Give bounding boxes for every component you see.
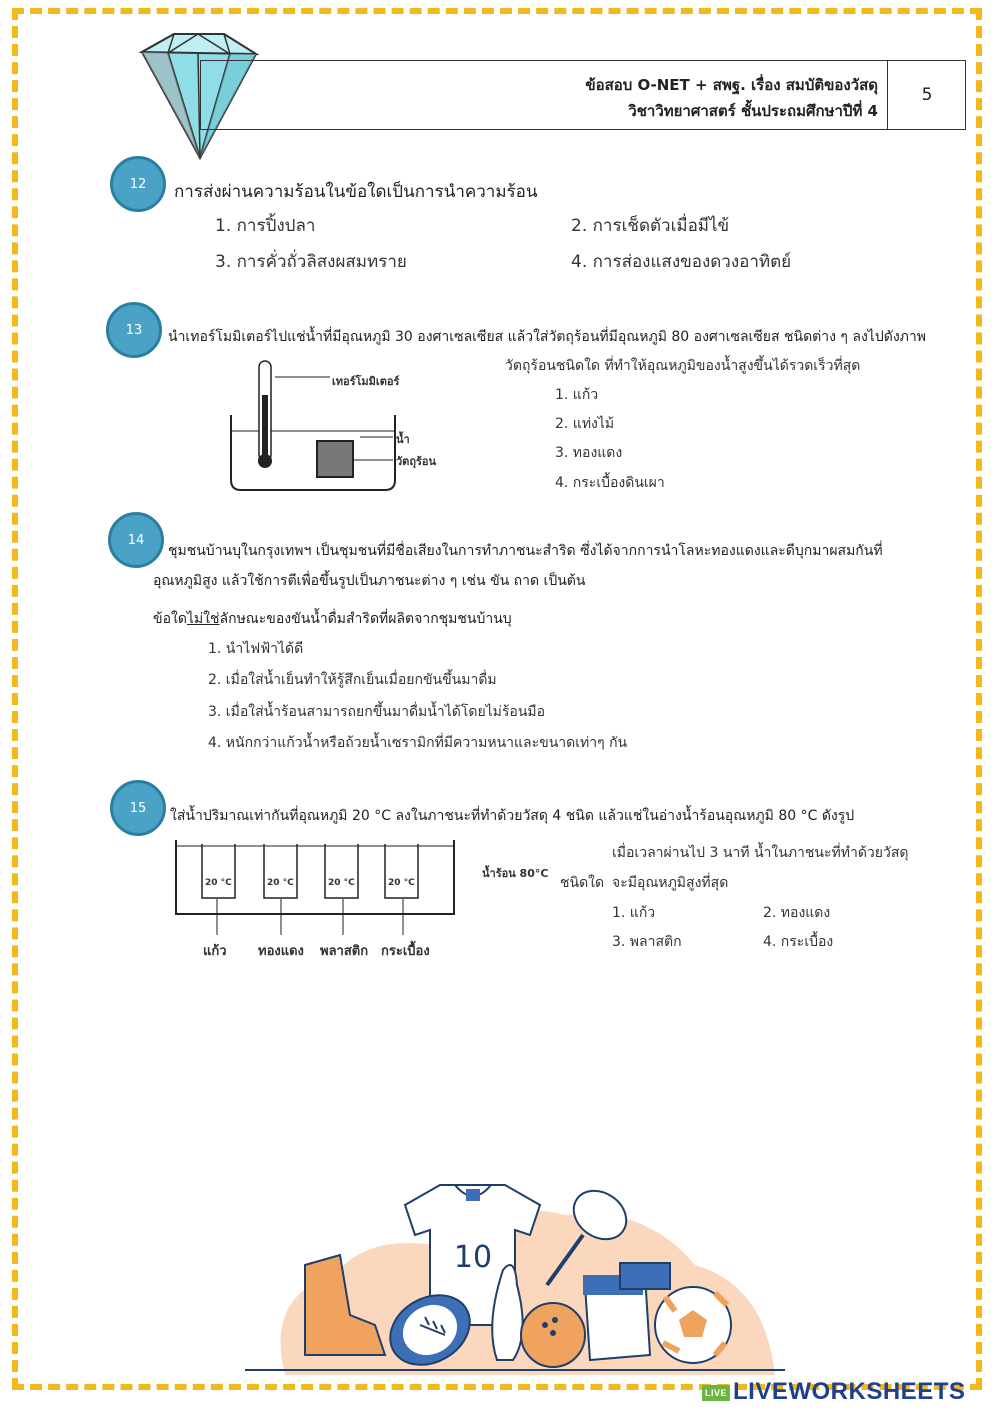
question-13-sub: วัตถุร้อนชนิดใด ที่ทำให้อุณหภูมิของน้ำสูงขึ้นได้รวดเร็วที่สุด [505, 358, 861, 374]
question-13-badge: 13 [106, 302, 162, 358]
q14-option-2[interactable]: 2. เมื่อใส่น้ำเย็นทำให้รู้สึกเย็นเมื่อยกขันขึ้นมาดื่ม [208, 672, 497, 688]
q15-option-1[interactable]: 1. แก้ว [612, 905, 656, 921]
label-hot-object: วัตถุร้อน [396, 455, 437, 468]
cup-arrows [195, 895, 435, 940]
cup-temp-3: 20 °C [328, 878, 355, 888]
q13-option-4[interactable]: 4. กระเบื้องดินเผา [555, 475, 665, 491]
q12-option-4[interactable]: 4. การส่องแสงของดวงอาทิตย์ [571, 252, 792, 272]
q13-option-1[interactable]: 1. แก้ว [555, 387, 599, 403]
ask-post: ลักษณะของขันน้ำดื่มสำริดที่ผลิตจากชุมชนบ้านบุ [219, 611, 512, 627]
q15-option-2[interactable]: 2. ทองแดง [763, 905, 831, 921]
q14-option-1[interactable]: 1. นำไฟฟ้าได้ดี [208, 641, 304, 657]
cup-label-tile: กระเบื้อง [381, 944, 430, 959]
question-12-badge: 12 [110, 156, 166, 212]
question-14-line-1: ชุมชนบ้านบุในกรุงเทพฯ เป็นชุมชนที่มีชื่อเสียงในการทำภาชนะสำริด ซึ่งได้จากการนำโลหะทองแดงและดีบุกมาผสมกันที่ [168, 543, 883, 559]
q14-option-4[interactable]: 4. หนักกว่าแก้วน้ำหรือถ้วยน้ำเซรามิกที่มีความหนาและขนาดเท่าๆ กัน [208, 735, 628, 751]
cup-label-plastic: พลาสติก [320, 944, 369, 959]
live-logo-icon: LIVE [702, 1385, 730, 1401]
ask-emphasis: ไม่ใช่ [186, 611, 220, 627]
header-title [585, 72, 878, 124]
liveworksheets-brand [702, 1378, 965, 1406]
jersey-number: 10 [453, 1240, 493, 1275]
question-15-sub-2-pre: ชนิดใด [560, 875, 605, 891]
brand-name: LIVEWORKSHEETS [733, 1378, 966, 1405]
hot-water-label: น้ำร้อน 80°C [482, 867, 549, 880]
q12-option-1[interactable]: 1. การปิ้งปลา [215, 216, 316, 236]
question-12-text: การส่งผ่านความร้อนในข้อใดเป็นการนำความร้อน [174, 182, 538, 202]
cup-temp-2: 20 °C [267, 878, 294, 888]
cup-label-copper: ทองแดง [258, 944, 304, 959]
question-15-sub-2: จะมีอุณหภูมิสูงที่สุด [612, 875, 729, 891]
cup-temp-1: 20 °C [205, 878, 232, 888]
question-14-badge: 14 [108, 512, 164, 568]
question-14-ask [153, 608, 512, 630]
sports-illustration [245, 1175, 785, 1375]
question-15-text: ใส่น้ำปริมาณเท่ากันที่อุณหภูมิ 20 °C ลงในภาชนะที่ทำด้วยวัสดุ 4 ชนิด แล้วแช่ในอ่างน้ำร้อนอุณหภูมิ 80 °C ดังรูป [170, 808, 855, 824]
q12-option-3[interactable]: 3. การคั่วถั่วลิสงผสมทราย [215, 252, 407, 272]
q15-option-3[interactable]: 3. พลาสติก [612, 934, 682, 950]
label-thermometer: เทอร์โมมิเตอร์ [332, 375, 400, 388]
ask-pre: ข้อใด [153, 611, 187, 627]
question-15-sub-1: เมื่อเวลาผ่านไป 3 นาที น้ำในภาชนะที่ทำด้วยวัสดุ [612, 845, 909, 861]
question-14-line-2: อุณหภูมิสูง แล้วใช้การตีเพื่อขึ้นรูปเป็นภาชนะต่าง ๆ เช่น ขัน ถาด เป็นต้น [153, 573, 586, 589]
q14-option-3[interactable]: 3. เมื่อใส่น้ำร้อนสามารถยกขึ้นมาดื่มน้ำได้โดยไม่ร้อนมือ [208, 704, 546, 720]
q15-option-4[interactable]: 4. กระเบื้อง [763, 934, 834, 950]
cup-label-glass: แก้ว [203, 944, 227, 959]
header-line-2: วิชาวิทยาศาสตร์ ชั้นประถมศึกษาปีที่ 4 [628, 102, 878, 120]
page-number: 5 [921, 85, 933, 105]
q12-option-2[interactable]: 2. การเช็ดตัวเมื่อมีไข้ [571, 216, 730, 236]
cup-temp-4: 20 °C [388, 878, 415, 888]
label-water: น้ำ [396, 433, 410, 446]
q13-option-2[interactable]: 2. แท่งไม้ [555, 416, 615, 432]
q13-option-3[interactable]: 3. ทองแดง [555, 445, 623, 461]
header-line-1: ข้อสอบ O-NET + สพฐ. เรื่อง สมบัติของวัสดุ [585, 76, 878, 94]
question-15-badge: 15 [110, 780, 166, 836]
question-13-text: นำเทอร์โมมิเตอร์ไปแช่น้ำที่มีอุณหภูมิ 30 องศาเซลเซียส แล้วใส่วัตถุร้อนที่มีอุณหภูมิ 80 องศาเซลเซียส ชนิดต่าง ๆ ลงไปดังภาพ [168, 329, 926, 345]
